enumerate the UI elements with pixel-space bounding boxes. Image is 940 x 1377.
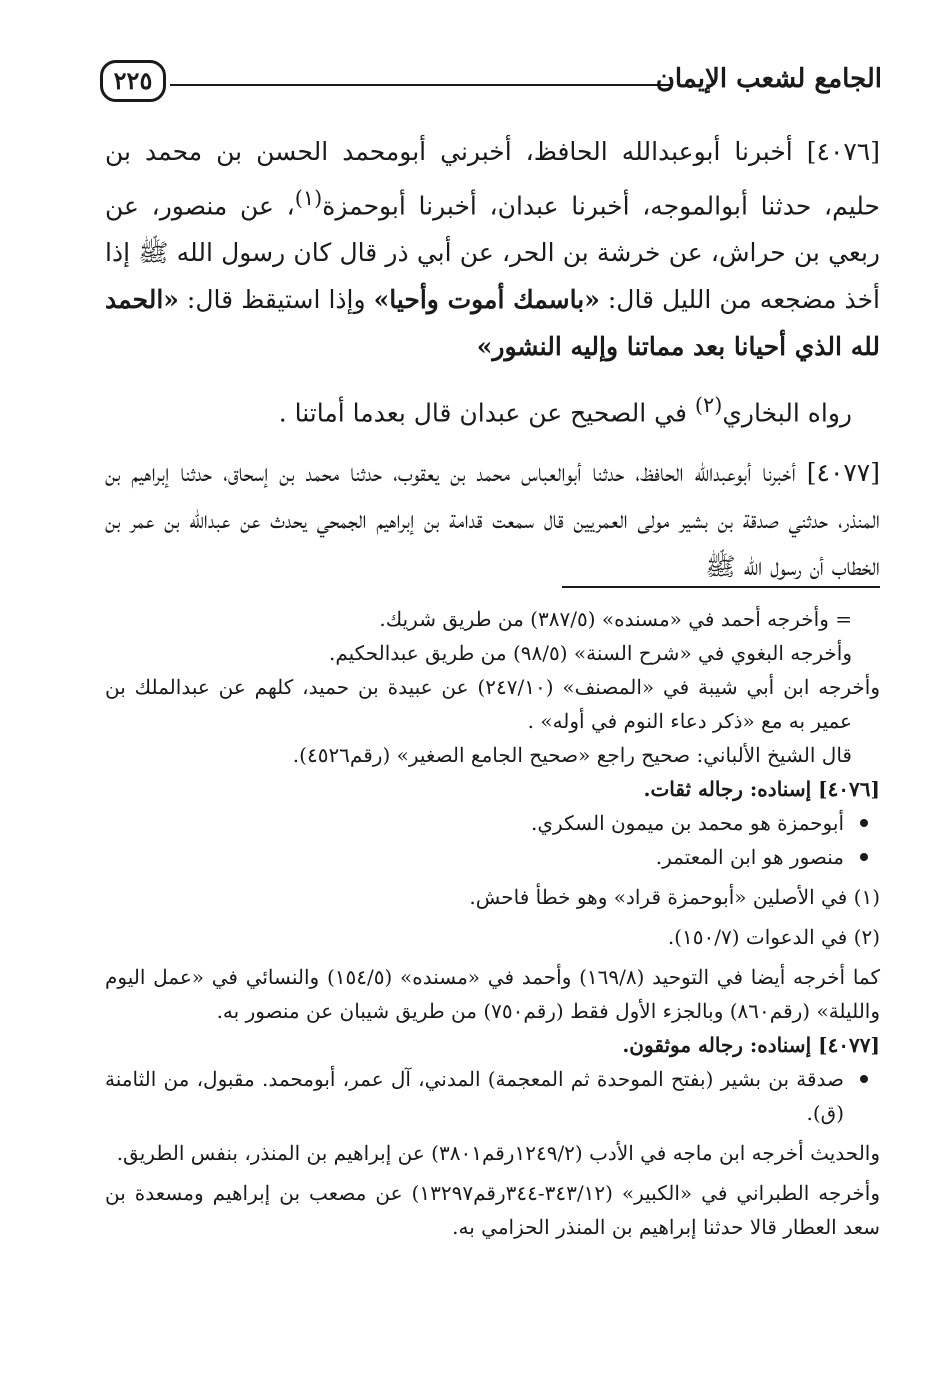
footnote-2-continued: كما أخرجه أيضا في التوحيد (١٦٩/٨) وأحمد في «مسنده» (١٥٤/٥) والنسائي في «عمل اليوم والليلة» (رقم٨٦٠) وبالجزء الأول فقط (رقم٧٥٠) من طريق شيبان عن منصور به.	[105, 965, 880, 1023]
footnote-line-3: وأخرجه ابن أبي شيبة في «المصنف» (٢٤٧/١٠) عن عبيدة بن حميد، كلهم عن عبدالملك بن عمير به مع «ذكر دعاء النوم في أوله» .	[105, 675, 880, 733]
hadith-4076-text-1: [٤٠٧٦] أخبرنا أبوعبدالله الحافظ، أخبرني أبومحمد الحسن بن محمد بن حليم، حدثنا أبوالموجه، أخبرنا عبدان، أخبرنا أبوحمزة	[105, 137, 880, 221]
footnote-line-2: وأخرجه البغوي في «شرح السنة» (٩٨/٥) من طريق عبدالحكيم.	[328, 641, 852, 665]
hadith-4076	[105, 128, 880, 370]
footnote-bullet-2	[105, 840, 880, 874]
source-text-2: في الصحيح عن عبدان قال بعدما أماتنا .	[278, 398, 695, 428]
hadith-4076-text-2: ، عن منصور، عن ربعي بن حراش، عن خرشة بن الحر، عن أبي ذر قال كان رسول الله ﷺ إذا أخذ مضجعه من الليل قال:	[105, 191, 880, 315]
footnote-1: (١) في الأصلين «أبوحمزة قراد» وهو خطأ فاحش.	[469, 885, 880, 909]
footnote-isnad-4076: [٤٠٧٦] إسناده: رجاله ثقات.	[643, 777, 880, 801]
footnote-bullet-3	[105, 1062, 880, 1130]
footnote-ref-2: (٢)	[694, 393, 723, 418]
hadith-4077: [٤٠٧٧] أخبرنا أبوعبدالله الحافظ، حدثنا أبوالعباس محمد بن يعقوب، حدثنا محمد بن إسحاق، حدثنا إبراهيم بن المنذر، حدثني صدقة بن بشير مولى العمريين قال سمعت قدامة بن إبراهيم الجمحي يحدث عن عبدالله بن عمر بن الخطاب أن رسول الله ﷺ	[105, 457, 880, 581]
footnote-line-1: = وأخرجه أحمد في «مسنده» (٣٨٧/٥) من طريق شريك.	[379, 607, 852, 631]
footnote-bullet-1-text: أبوحمزة هو محمد بن ميمون السكري.	[531, 811, 844, 835]
hadith-4076-quote-2: «الحمد لله الذي أحيانا بعد مماتنا وإليه النشور»	[105, 285, 880, 362]
footnote-bullet-2-text: منصور هو ابن المعتمر.	[655, 845, 844, 869]
footnote-line-4: قال الشيخ الألباني: صحيح راجع «صحيح الجامع الصغير» (رقم٤٥٢٦).	[292, 743, 852, 767]
footnote-bullet-1	[105, 806, 880, 840]
footnote-bullet-3-text: صدقة بن بشير (بفتح الموحدة ثم المعجمة) المدني، آل عمر، أبومحمد. مقبول، من الثامنة (ق).	[105, 1067, 844, 1125]
hadith-4076-quote-1: «باسمك أموت وأحيا»	[373, 285, 600, 315]
footnote-isnad-4077: [٤٠٧٧] إسناده: رجاله موثقون.	[622, 1033, 880, 1057]
running-title: الجامع لشعب الإيمان	[655, 64, 882, 94]
hadith-4076-text-3: وإذا استيقظ قال:	[178, 285, 374, 315]
footnote-line-13: والحديث أخرجه ابن ماجه في الأدب (١٢٤٩/٢رقم٣٨٠١) عن إبراهيم بن المنذر، بنفس الطريق.	[116, 1141, 880, 1165]
footnote-line-14: وأخرجه الطبراني في «الكبير» (٣٤٣/١٢-٣٤٤رقم١٣٢٩٧) عن مصعب بن إبراهيم ومسعدة بن سعد العطار قالا حدثنا إبراهيم بن المنذر الحزامي به.	[105, 1181, 880, 1239]
hadith-4076-source	[105, 382, 880, 436]
bullet-icon	[860, 1075, 868, 1083]
bullet-icon	[860, 853, 868, 861]
footnote-separator	[562, 586, 880, 588]
footnote-ref-1: (١)	[294, 186, 323, 210]
footnotes	[105, 602, 880, 1244]
main-text	[105, 128, 880, 602]
page-number-badge: ٢٢٥	[100, 60, 166, 102]
source-text-1: رواه البخاري	[722, 398, 852, 428]
footnote-2: (٢) في الدعوات (١٥٠/٧).	[667, 925, 880, 949]
bullet-icon	[860, 819, 868, 827]
page-header	[100, 56, 882, 108]
header-rule	[170, 84, 672, 86]
